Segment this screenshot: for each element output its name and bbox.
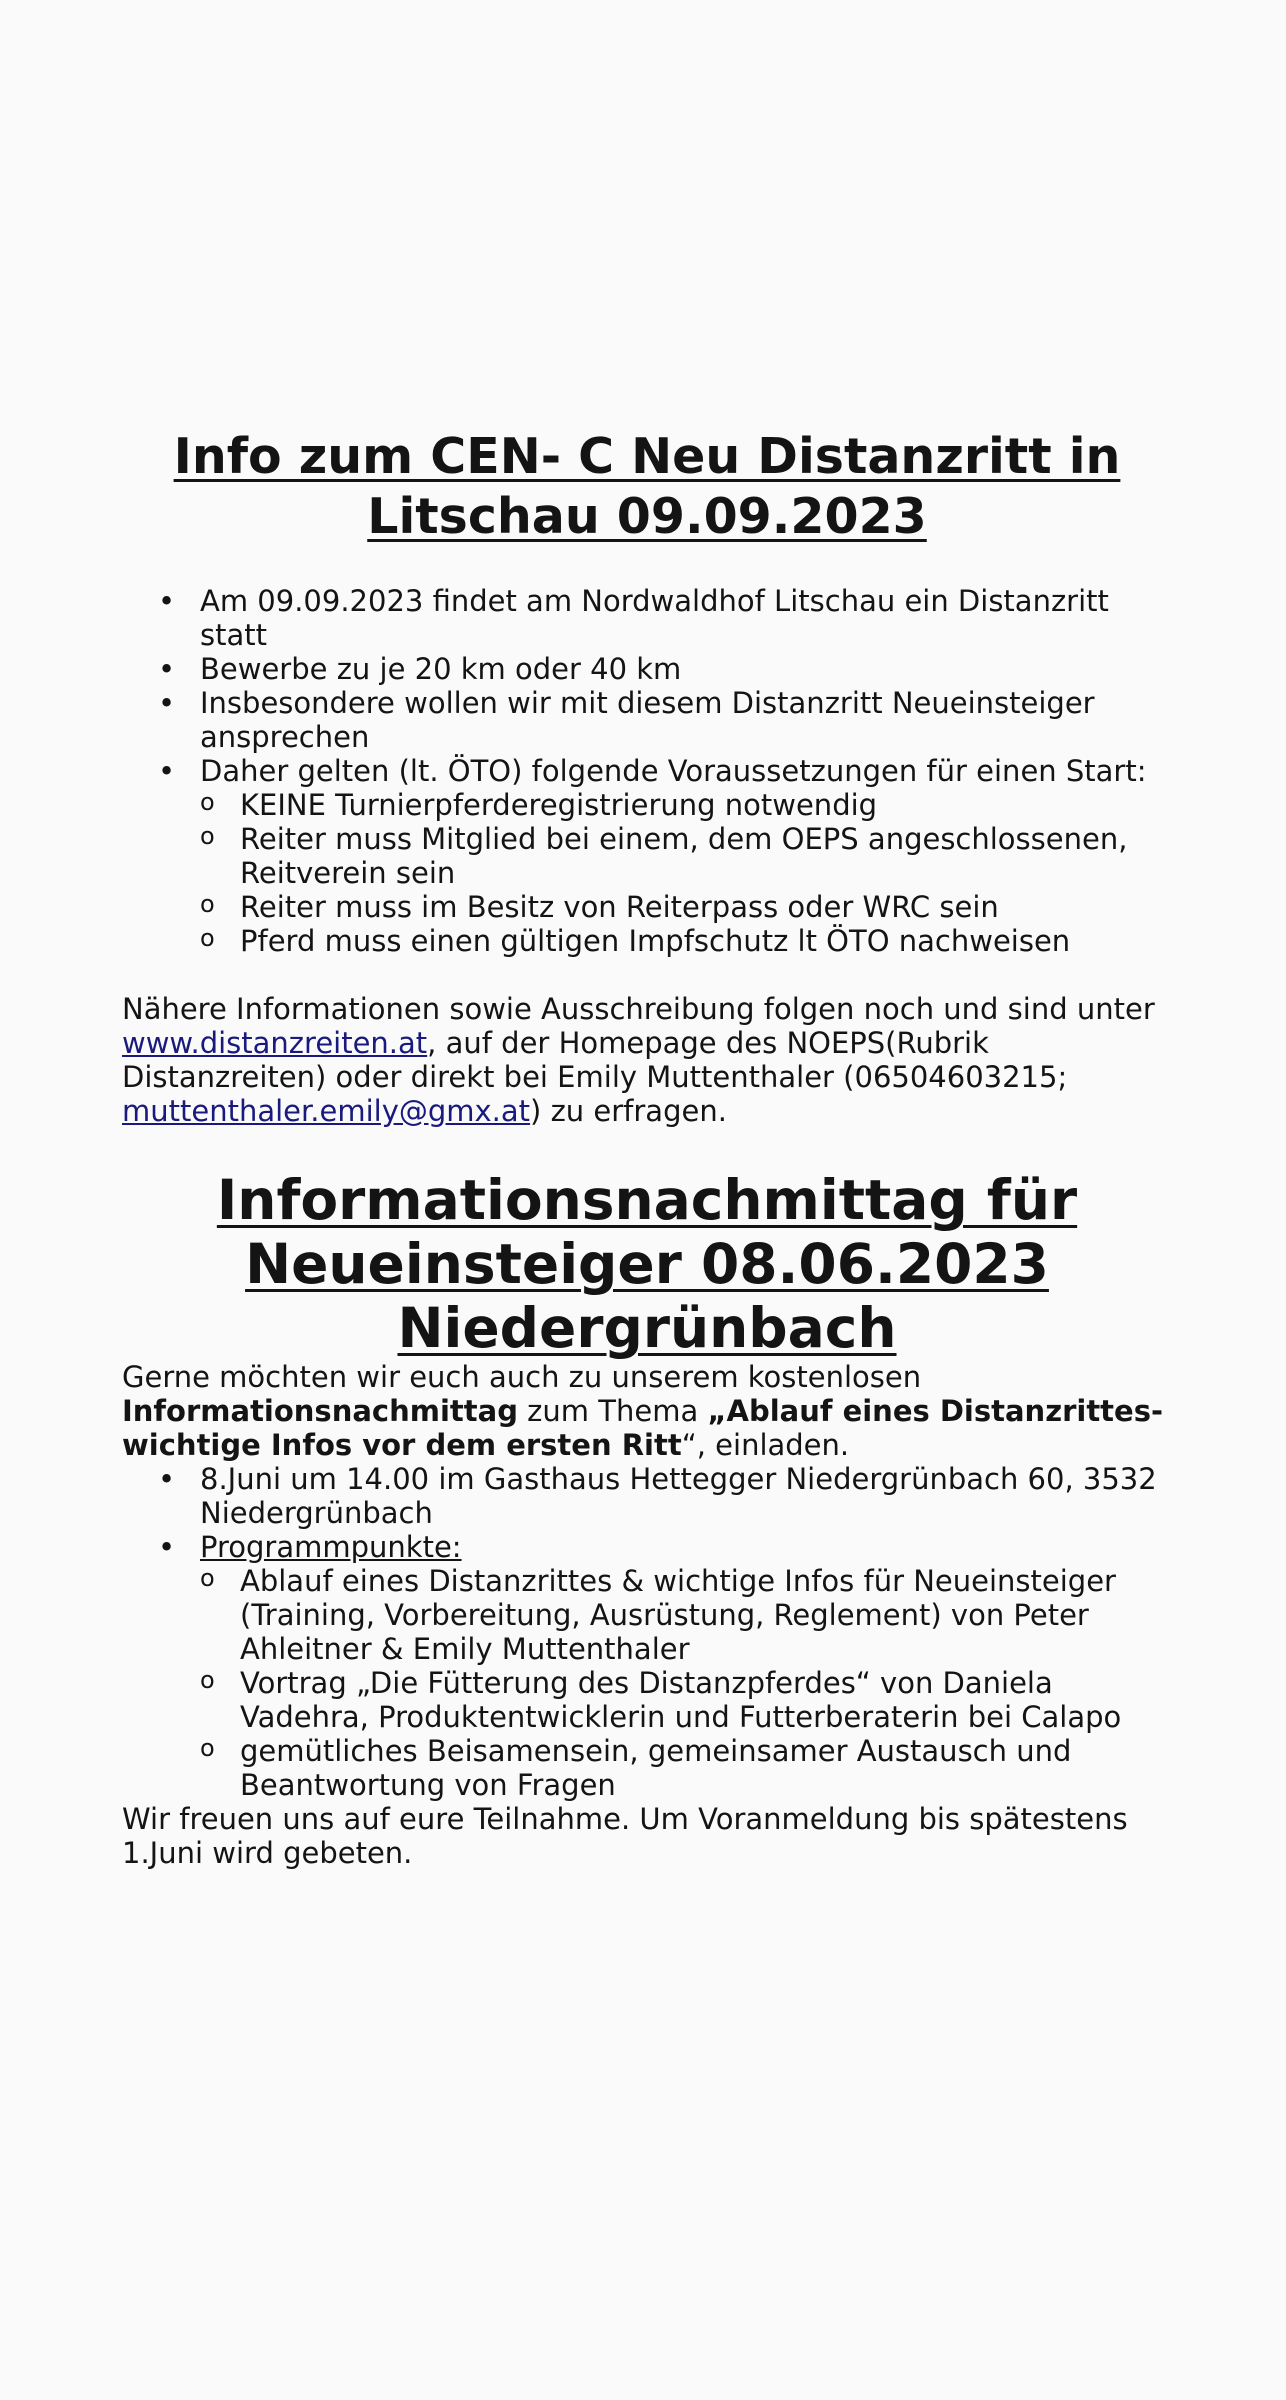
closing-paragraph: Wir freuen uns auf eure Teilnahme. Um Voranmeldung bis spätestens 1.Juni wird gebeten. <box>122 1802 1128 1870</box>
sub-list-item: o Pferd muss einen gültigen Impfschutz lt ÖTO nachweisen <box>200 924 1172 958</box>
info-title-line3: Niedergrünbach <box>397 1296 897 1360</box>
info-title-line2: Neueinsteiger 08.06.2023 <box>245 1232 1049 1296</box>
intro-bold-part1: Informationsnachmittag <box>122 1394 518 1428</box>
event-title-line1: Info zum CEN- C Neu Distanzritt in <box>173 428 1121 485</box>
list-item: • 8.Juni um 14.00 im Gasthaus Hettegger Niedergrünbach 60, 3532 Niedergrünbach <box>122 1462 1172 1530</box>
list-item: • Am 09.09.2023 findet am Nordwaldhof Litschau ein Distanzritt statt <box>122 584 1172 652</box>
email-link[interactable]: muttenthaler.emily@gmx.at <box>122 1094 531 1128</box>
sub-list-item: o gemütliches Beisamensein, gemeinsamer Austausch und Beantwortung von Fragen <box>200 1734 1172 1802</box>
list-item: • Insbesondere wollen wir mit diesem Distanzritt Neueinsteiger ansprechen <box>122 686 1172 754</box>
info-afternoon-title <box>122 1168 1172 1360</box>
program-list <box>200 1564 1172 1802</box>
invitation-paragraph <box>122 1360 1172 1462</box>
info-text-part1: Nähere Informationen sowie Ausschreibung folgen noch und sind unter <box>122 992 1155 1026</box>
program-heading: Programmpunkte: <box>200 1530 462 1564</box>
info-text-part2: , auf der Homepage des NOEPS(Rubrik Distanzreiten) oder direkt bei Emily Muttenthaler (06504603215; <box>122 1026 1068 1094</box>
sub-list-item: o KEINE Turnierpferderegistrierung notwendig <box>200 788 1172 822</box>
sub-list-item: o Reiter muss im Besitz von Reiterpass oder WRC sein <box>200 890 1172 924</box>
sub-list-item: o Reiter muss Mitglied bei einem, dem OEPS angeschlossenen, Reitverein sein <box>200 822 1172 890</box>
event-bullet-list <box>122 584 1172 958</box>
info-text-part3: ) zu erfragen. <box>530 1094 727 1128</box>
website-link[interactable]: www.distanzreiten.at <box>122 1026 428 1060</box>
document-content <box>122 427 1172 1870</box>
info-bullet-list <box>122 1462 1172 1802</box>
list-item <box>122 1530 1172 1802</box>
intro-text-part1: Gerne möchten wir euch auch zu unserem kostenlosen <box>122 1360 922 1394</box>
more-info-paragraph <box>122 992 1172 1128</box>
info-title-line1: Informationsnachmittag für <box>216 1168 1078 1232</box>
sub-list-item: o Ablauf eines Distanzrittes & wichtige Infos für Neueinsteiger (Training, Vorbereitung, Ausrüstung, Reglement) von Peter Ahleitner & Emily Muttenthaler <box>200 1564 1172 1666</box>
list-item-text: Daher gelten (lt. ÖTO) folgende Voraussetzungen für einen Start: <box>200 754 1147 788</box>
intro-bold-part2: „Ablauf eines Distanzrittes- wichtige Infos vor dem ersten Ritt <box>122 1394 1164 1462</box>
intro-text-part2: zum Thema <box>517 1394 708 1428</box>
list-item <box>122 754 1172 958</box>
event-title-line2: Litschau 09.09.2023 <box>367 488 927 545</box>
event-title <box>122 427 1172 547</box>
sub-list-item: o Vortrag „Die Fütterung des Distanzpferdes“ von Daniela Vadehra, Produktentwicklerin und Futterberaterin bei Calapo <box>200 1666 1172 1734</box>
list-item: • Bewerbe zu je 20 km oder 40 km <box>122 652 1172 686</box>
intro-text-part3: “, einladen. <box>681 1428 850 1462</box>
requirements-list <box>200 788 1172 958</box>
